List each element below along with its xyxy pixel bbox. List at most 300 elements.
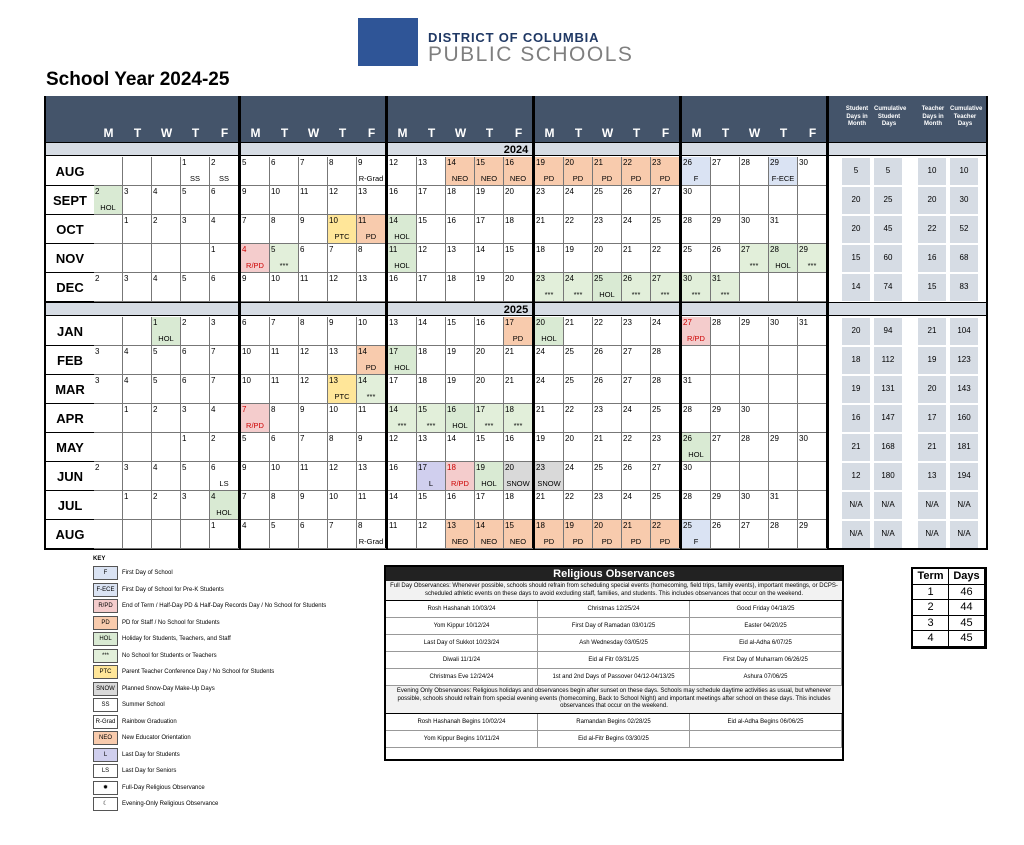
observance-cell: Eid al Fitr 03/31/25: [538, 652, 690, 668]
day-cell: [740, 520, 769, 549]
day-tag: SNOW: [506, 479, 530, 488]
day-number: 3: [124, 187, 129, 196]
day-cell: [593, 186, 622, 215]
day-cell: [241, 215, 270, 244]
day-cell: [210, 244, 239, 273]
key-swatch: L: [93, 748, 118, 762]
day-cell: [593, 346, 622, 375]
observance-cell: Rosh Hashanah Begins 10/02/24: [386, 714, 538, 730]
stat-value: 19: [842, 376, 870, 403]
day-cell: [740, 317, 769, 346]
day-cell: [769, 346, 798, 375]
day-number: 27: [741, 521, 750, 530]
day-cell: [475, 491, 504, 520]
day-number: 6: [182, 347, 187, 356]
day-number: 27: [683, 318, 692, 327]
stat-value: 143: [950, 376, 978, 403]
day-cell: [270, 520, 299, 549]
day-number: 23: [623, 318, 632, 327]
observance-cell: Good Friday 04/18/25: [690, 601, 842, 617]
day-cell: [593, 215, 622, 244]
month-name: AUG: [46, 157, 94, 186]
day-number: 28: [770, 521, 779, 530]
day-cell: [357, 375, 386, 404]
day-cell: [682, 491, 711, 520]
day-number: 13: [358, 274, 367, 283]
day-number: 3: [124, 463, 129, 472]
stat-value: 68: [950, 245, 978, 272]
day-cell: [241, 273, 270, 302]
day-number: 10: [242, 347, 251, 356]
stat-value: 13: [918, 463, 946, 490]
term-cell: 44: [949, 600, 985, 615]
term-row: [913, 616, 985, 632]
day-cell: [593, 375, 622, 404]
day-number: 4: [124, 376, 129, 385]
weekday-header: T: [632, 126, 641, 140]
day-number: 26: [683, 158, 692, 167]
day-cell: [417, 186, 446, 215]
day-number: 16: [505, 158, 514, 167]
day-cell: [241, 433, 270, 462]
stat-value: 94: [874, 318, 902, 345]
day-cell: [152, 157, 181, 186]
day-number: 18: [447, 463, 456, 472]
stat-value: 20: [842, 216, 870, 243]
day-cell: [417, 273, 446, 302]
month-name: FEB: [46, 346, 94, 375]
day-number: 2: [95, 274, 100, 283]
day-cell: [357, 462, 386, 491]
day-number: 20: [476, 376, 485, 385]
day-number: 17: [476, 492, 485, 501]
weekday-header: T: [338, 126, 347, 140]
stat-value: 181: [950, 434, 978, 461]
observance-cell: Ramandan Begins 02/28/25: [538, 714, 690, 730]
day-cell: [388, 375, 417, 404]
day-cell: [210, 215, 239, 244]
stat-value: 20: [918, 187, 946, 214]
observance-cell: Ashura 07/06/25: [690, 669, 842, 685]
day-cell: [535, 215, 564, 244]
day-number: 21: [623, 521, 632, 530]
day-cell: [328, 317, 357, 346]
day-cell: [299, 404, 328, 433]
stat-header: Cumulative Teacher Days: [950, 106, 983, 127]
day-cell: [504, 404, 533, 433]
day-cell: [682, 375, 711, 404]
day-tag: LS: [219, 479, 229, 488]
week-divider: [238, 96, 241, 548]
day-number: 16: [389, 274, 398, 283]
day-number: 7: [242, 492, 247, 501]
stat-header: Student Days in Month: [845, 106, 869, 127]
day-number: 22: [565, 216, 574, 225]
day-number: 13: [329, 347, 338, 356]
day-number: 2: [95, 463, 100, 472]
day-cell: [299, 491, 328, 520]
weekday-header: F: [220, 126, 229, 140]
day-tag: ***: [807, 261, 817, 270]
day-cell: [417, 157, 446, 186]
key-row: [93, 797, 333, 812]
weekday-header: M: [250, 126, 261, 140]
weekday-header: T: [191, 126, 200, 140]
day-number: 15: [418, 405, 427, 414]
day-cell: [241, 491, 270, 520]
day-cell: [299, 186, 328, 215]
day-number: 26: [623, 274, 632, 283]
day-cell: [740, 375, 769, 404]
stat-value: 15: [918, 274, 946, 301]
day-number: 9: [242, 274, 247, 283]
day-cell: [475, 215, 504, 244]
day-cell: [417, 346, 446, 375]
day-cell: [357, 433, 386, 462]
key-row: [93, 764, 333, 779]
day-number: 10: [242, 376, 251, 385]
weekday-header: W: [748, 126, 761, 140]
day-number: 20: [505, 274, 514, 283]
day-cell: [328, 273, 357, 302]
day-tag: SS: [189, 174, 200, 183]
day-cell: [651, 462, 680, 491]
day-number: 7: [300, 158, 305, 167]
day-cell: [417, 433, 446, 462]
day-tag: PTC: [334, 232, 350, 241]
day-cell: [152, 375, 181, 404]
day-number: 1: [182, 158, 187, 167]
year-2025: 2025: [46, 302, 986, 316]
day-number: 24: [623, 216, 632, 225]
key-title: KEY: [93, 556, 106, 562]
weekday-header: M: [103, 126, 114, 140]
week-divider: [679, 96, 682, 548]
day-number: 2: [211, 158, 216, 167]
day-cell: [593, 317, 622, 346]
day-number: 14: [389, 216, 398, 225]
day-number: 12: [389, 158, 398, 167]
day-cell: [299, 375, 328, 404]
day-cell: [475, 346, 504, 375]
day-number: 24: [623, 492, 632, 501]
key-swatch: PD: [93, 616, 118, 630]
day-number: 21: [505, 347, 514, 356]
day-cell: [682, 244, 711, 273]
day-cell: [798, 215, 827, 244]
day-number: 21: [536, 492, 545, 501]
day-cell: [94, 375, 123, 404]
day-number: 11: [271, 376, 280, 385]
key-label: Summer School: [122, 702, 165, 708]
day-number: 22: [594, 318, 603, 327]
day-cell: [504, 157, 533, 186]
key-label: Full-Day Religious Observance: [122, 784, 205, 791]
day-cell: [769, 433, 798, 462]
day-cell: [622, 462, 651, 491]
key-row: [93, 665, 333, 680]
day-number: 19: [536, 158, 545, 167]
key-label: First Day of School: [122, 570, 173, 576]
day-number: 6: [211, 274, 216, 283]
day-cell: [152, 462, 181, 491]
day-number: 27: [623, 376, 632, 385]
day-cell: [446, 317, 475, 346]
day-cell: [798, 244, 827, 273]
day-number: 24: [652, 318, 661, 327]
day-cell: [299, 273, 328, 302]
day-number: 10: [271, 274, 280, 283]
stat-value: 131: [874, 376, 902, 403]
day-cell: [270, 215, 299, 244]
day-cell: [535, 433, 564, 462]
calendar-grid: [44, 96, 988, 550]
day-cell: [123, 404, 152, 433]
day-cell: [535, 346, 564, 375]
key-label: New Educator Orientation: [122, 735, 191, 741]
day-number: 22: [652, 521, 661, 530]
day-cell: [622, 273, 651, 302]
day-number: 17: [476, 405, 485, 414]
day-number: 12: [418, 521, 427, 530]
stat-value: 20: [918, 376, 946, 403]
day-number: 17: [389, 376, 398, 385]
day-number: 5: [242, 434, 247, 443]
stat-value: 21: [918, 318, 946, 345]
day-number: 14: [389, 405, 398, 414]
day-number: 6: [300, 245, 305, 254]
day-cell: [740, 244, 769, 273]
observance-row: [386, 635, 842, 652]
stat-value: N/A: [950, 492, 978, 519]
day-tag: HOL: [599, 290, 615, 299]
weekday-header: F: [367, 126, 376, 140]
day-cell: [711, 273, 740, 302]
day-number: 19: [476, 463, 485, 472]
day-cell: [622, 215, 651, 244]
day-number: 21: [623, 245, 632, 254]
day-tag: NEO: [480, 174, 498, 183]
day-cell: [123, 157, 152, 186]
observance-cell: Diwali 11/1/24: [386, 652, 538, 668]
day-number: 15: [447, 318, 456, 327]
day-number: 22: [623, 158, 632, 167]
day-tag: R-Grad: [358, 537, 384, 546]
weekday-header: T: [280, 126, 289, 140]
stat-value: N/A: [950, 521, 978, 548]
observance-cell: [690, 731, 842, 747]
day-cell: [446, 157, 475, 186]
day-number: 5: [242, 158, 247, 167]
day-cell: [769, 186, 798, 215]
day-number: 28: [683, 405, 692, 414]
day-cell: [181, 273, 210, 302]
day-cell: [535, 520, 564, 549]
month-name: AUG: [46, 520, 94, 549]
day-number: 26: [594, 376, 603, 385]
term-days-table: [911, 567, 987, 649]
day-cell: [123, 317, 152, 346]
term-row: [913, 600, 985, 616]
stat-value: 123: [950, 347, 978, 374]
day-number: 19: [447, 376, 456, 385]
day-cell: [535, 375, 564, 404]
day-cell: [94, 215, 123, 244]
day-cell: [357, 317, 386, 346]
term-cell: 45: [949, 631, 985, 646]
day-number: 4: [242, 245, 247, 254]
stat-value: 104: [950, 318, 978, 345]
term-cell: 45: [949, 616, 985, 631]
month-name: JUN: [46, 462, 94, 491]
religious-title: Religious Observances: [386, 567, 842, 581]
day-number: 1: [211, 245, 216, 254]
key-swatch: F-ECE: [93, 583, 118, 597]
day-number: 10: [329, 216, 338, 225]
day-number: 24: [536, 347, 545, 356]
day-number: 9: [300, 492, 305, 501]
day-cell: [94, 186, 123, 215]
day-number: 27: [623, 347, 632, 356]
day-number: 25: [565, 347, 574, 356]
day-cell: [123, 215, 152, 244]
stat-value: 60: [874, 245, 902, 272]
day-cell: [622, 346, 651, 375]
day-tag: PD: [601, 174, 613, 183]
day-cell: [769, 215, 798, 244]
day-cell: [711, 157, 740, 186]
day-number: 11: [358, 405, 367, 414]
stat-value: 15: [842, 245, 870, 272]
day-cell: [564, 317, 593, 346]
day-number: 14: [358, 376, 367, 385]
key-row: [93, 748, 333, 763]
day-number: 5: [271, 245, 276, 254]
day-number: 8: [329, 158, 334, 167]
day-tag: ***: [660, 290, 670, 299]
day-tag: NEO: [509, 174, 527, 183]
day-cell: [740, 215, 769, 244]
day-cell: [651, 244, 680, 273]
key-swatch: NEO: [93, 731, 118, 745]
day-number: 9: [242, 187, 247, 196]
dcps-logo-icon: [358, 18, 418, 66]
day-cell: [328, 433, 357, 462]
day-cell: [740, 462, 769, 491]
day-number: 31: [712, 274, 721, 283]
key-swatch: SS: [93, 698, 118, 712]
weekday-header: M: [397, 126, 408, 140]
day-tag: HOL: [688, 450, 704, 459]
day-cell: [152, 215, 181, 244]
day-tag: PD: [601, 537, 613, 546]
stat-value: 30: [950, 187, 978, 214]
day-cell: [651, 215, 680, 244]
day-number: 17: [389, 347, 398, 356]
day-cell: [328, 491, 357, 520]
day-number: 26: [683, 434, 692, 443]
day-cell: [535, 317, 564, 346]
day-cell: [417, 520, 446, 549]
day-number: 14: [418, 318, 427, 327]
day-cell: [711, 346, 740, 375]
weekday-header: W: [160, 126, 173, 140]
day-cell: [740, 346, 769, 375]
stat-value: N/A: [918, 521, 946, 548]
stat-value: 147: [874, 405, 902, 432]
day-number: 11: [300, 463, 309, 472]
day-number: 17: [505, 318, 514, 327]
day-number: 30: [741, 216, 750, 225]
day-number: 17: [418, 274, 427, 283]
day-number: 16: [476, 318, 485, 327]
day-number: 18: [536, 245, 545, 254]
day-cell: [504, 346, 533, 375]
day-cell: [475, 244, 504, 273]
day-cell: [152, 404, 181, 433]
day-tag: NEO: [480, 537, 498, 546]
day-number: 1: [182, 434, 187, 443]
day-number: 13: [358, 187, 367, 196]
weekday-header: T: [574, 126, 583, 140]
day-cell: [328, 244, 357, 273]
day-cell: [769, 273, 798, 302]
day-cell: [328, 375, 357, 404]
day-cell: [535, 404, 564, 433]
day-cell: [564, 186, 593, 215]
stat-value: 19: [918, 347, 946, 374]
day-cell: [682, 215, 711, 244]
day-cell: [651, 433, 680, 462]
day-number: 8: [271, 216, 276, 225]
day-number: 20: [505, 187, 514, 196]
day-number: 20: [565, 158, 574, 167]
day-cell: [152, 273, 181, 302]
key-swatch: F: [93, 566, 118, 580]
day-number: 6: [271, 158, 276, 167]
day-tag: PTC: [334, 392, 350, 401]
term-cell: 2: [913, 600, 949, 615]
day-number: 3: [124, 274, 129, 283]
observance-cell: Yom Kippur 10/12/24: [386, 618, 538, 634]
day-number: 26: [623, 187, 632, 196]
key-label: Evening-Only Religious Observance: [122, 801, 219, 807]
day-cell: [651, 273, 680, 302]
day-number: 5: [182, 187, 187, 196]
day-number: 4: [153, 463, 158, 472]
day-cell: [417, 244, 446, 273]
day-cell: [328, 157, 357, 186]
day-number: 18: [505, 492, 514, 501]
stat-value: 14: [842, 274, 870, 301]
day-cell: [682, 404, 711, 433]
weekday-header: W: [307, 126, 320, 140]
weekday-header: M: [544, 126, 555, 140]
month-name: MAY: [46, 433, 94, 462]
day-number: 18: [505, 216, 514, 225]
observance-row: [386, 669, 842, 686]
day-tag: PD: [572, 174, 584, 183]
key-swatch: PTC: [93, 665, 118, 679]
day-number: 31: [799, 318, 808, 327]
day-cell: [564, 520, 593, 549]
day-number: 3: [95, 347, 100, 356]
day-number: 9: [300, 216, 305, 225]
day-number: 2: [211, 434, 216, 443]
day-cell: [181, 375, 210, 404]
day-cell: [357, 404, 386, 433]
day-cell: [328, 462, 357, 491]
